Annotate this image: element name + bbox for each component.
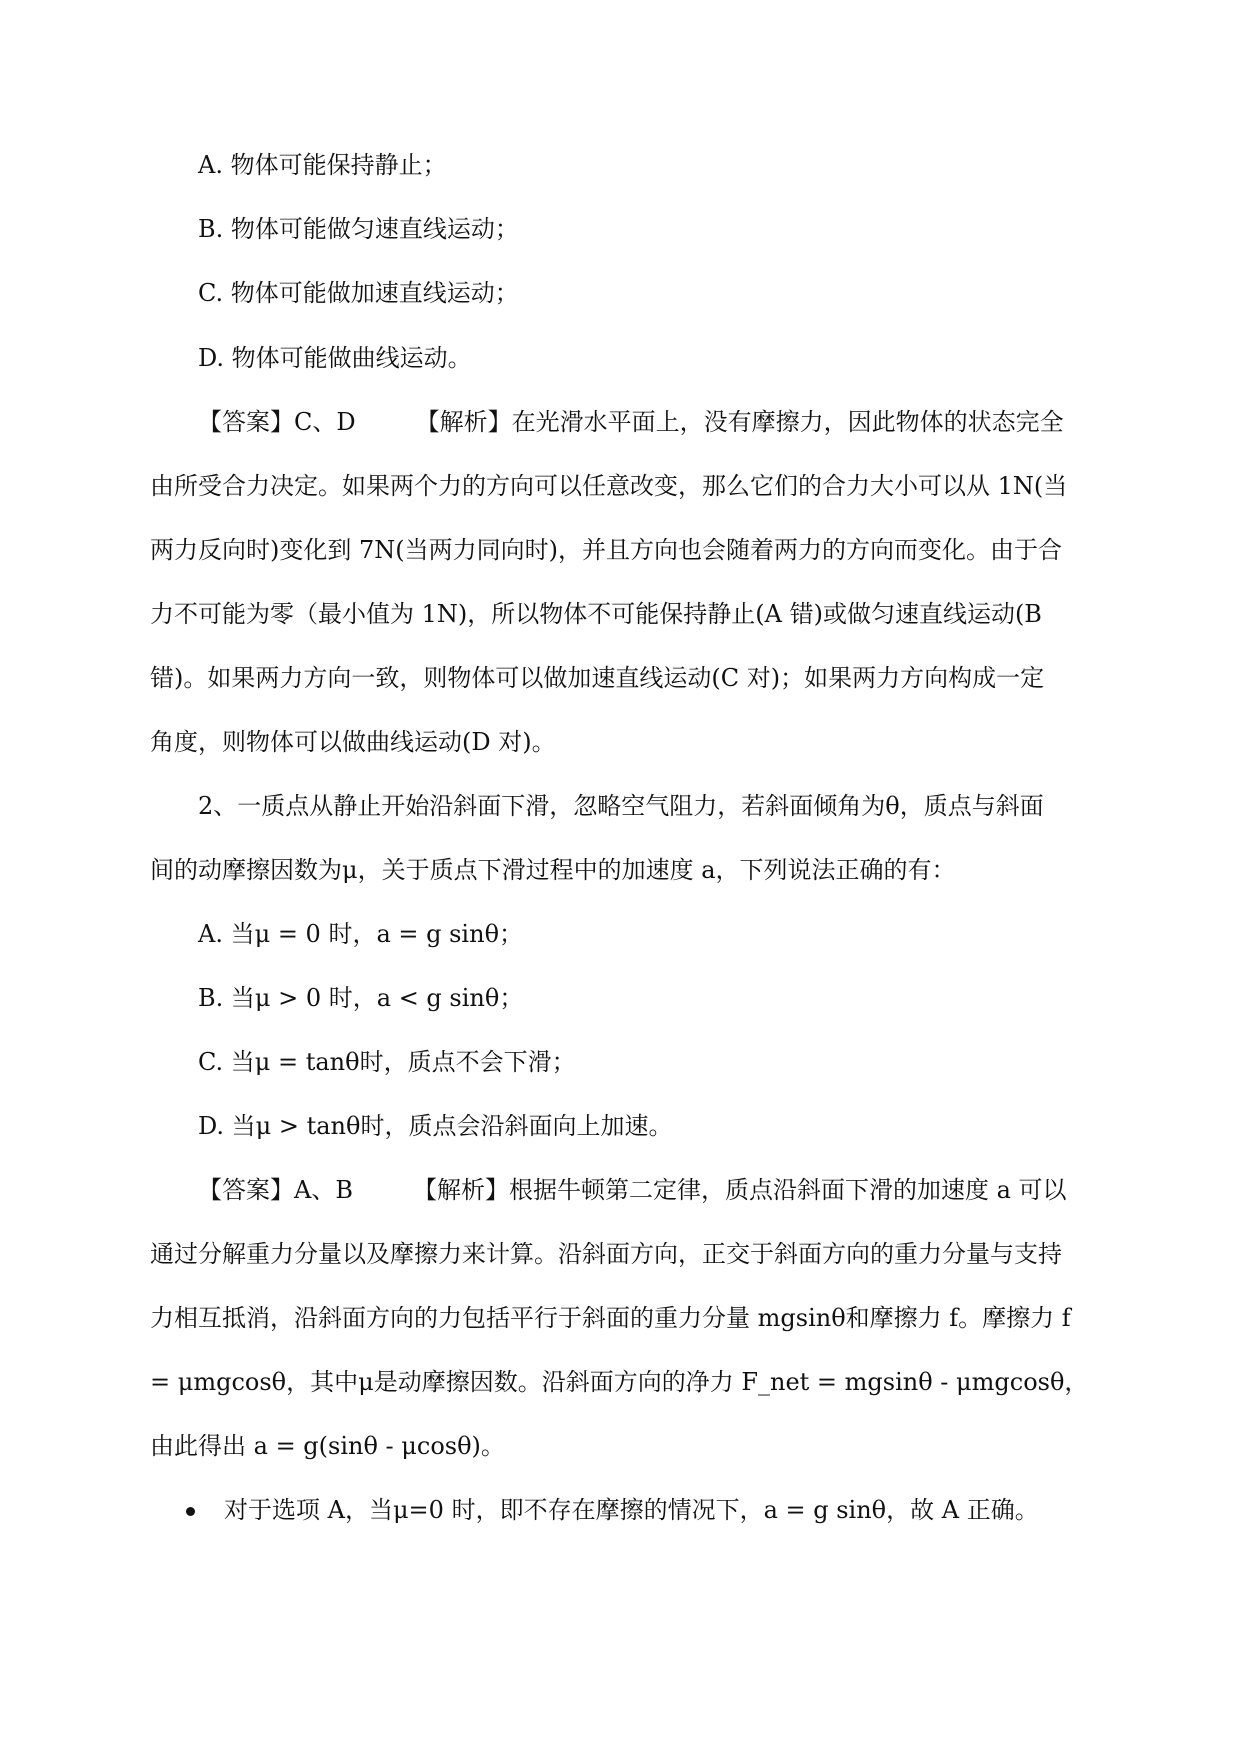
q2-analysis-line: = μmgcosθ，其中μ是动摩擦因数。沿斜面方向的净力 F_net = mgsinθ - μmgcosθ， (150, 1368, 1089, 1396)
q2-option-a: A. 当μ = 0 时，a = g sinθ； (198, 920, 524, 948)
q1-option-c: C. 物体可能做加速直线运动； (198, 279, 519, 307)
q2-bullet-item: 对于选项 A，当μ=0 时，即不存在摩擦的情况下，a = g sinθ，故 A 正确。 (224, 1496, 1039, 1524)
q2-option-c: C. 当μ = tanθ时，质点不会下滑； (198, 1048, 576, 1076)
q2-answer-line: 【答案】A、B 【解析】根据牛顿第二定律，质点沿斜面下滑的加速度 a 可以 (198, 1176, 1067, 1204)
q2-analysis-line: 力相互抵消，沿斜面方向的力包括平行于斜面的重力分量 mgsinθ和摩擦力 f。摩擦力 f (150, 1304, 1071, 1332)
q1-analysis-line: 错)。如果两力方向一致，则物体可以做加速直线运动(C 对)；如果两力方向构成一定 (150, 664, 1045, 692)
q2-stem-line: 2、一质点从静止开始沿斜面下滑，忽略空气阻力，若斜面倾角为θ，质点与斜面 (198, 792, 1044, 820)
bullet-dot-icon (186, 1507, 195, 1516)
q1-answer-line: 【答案】C、D 【解析】在光滑水平面上，没有摩擦力，因此物体的状态完全 (198, 408, 1064, 436)
q1-analysis-line: 由所受合力决定。如果两个力的方向可以任意改变，那么它们的合力大小可以从 1N(当 (150, 472, 1068, 500)
q1-option-b: B. 物体可能做匀速直线运动； (198, 215, 519, 243)
q1-option-d: D. 物体可能做曲线运动。 (198, 344, 472, 372)
q1-analysis-line: 力不可能为零（最小值为 1N)，所以物体不可能保持静止(A 错)或做匀速直线运动(B (150, 600, 1042, 628)
q2-option-b: B. 当μ > 0 时，a < g sinθ； (198, 984, 524, 1012)
q1-analysis-line: 两力反向时)变化到 7N(当两力同向时)，并且方向也会随着两力的方向而变化。由于合 (150, 536, 1062, 564)
q1-option-a: A. 物体可能保持静止； (198, 151, 447, 179)
q2-stem-line: 间的动摩擦因数为μ，关于质点下滑过程中的加速度 a，下列说法正确的有： (150, 856, 956, 884)
q2-analysis-line: 由此得出 a = g(sinθ - μcosθ)。 (150, 1432, 505, 1460)
q2-analysis-line: 通过分解重力分量以及摩擦力来计算。沿斜面方向，正交于斜面方向的重力分量与支持 (150, 1240, 1062, 1268)
q2-option-d: D. 当μ > tanθ时，质点会沿斜面向上加速。 (198, 1112, 673, 1140)
q1-analysis-line: 角度，则物体可以做曲线运动(D 对)。 (150, 728, 556, 756)
